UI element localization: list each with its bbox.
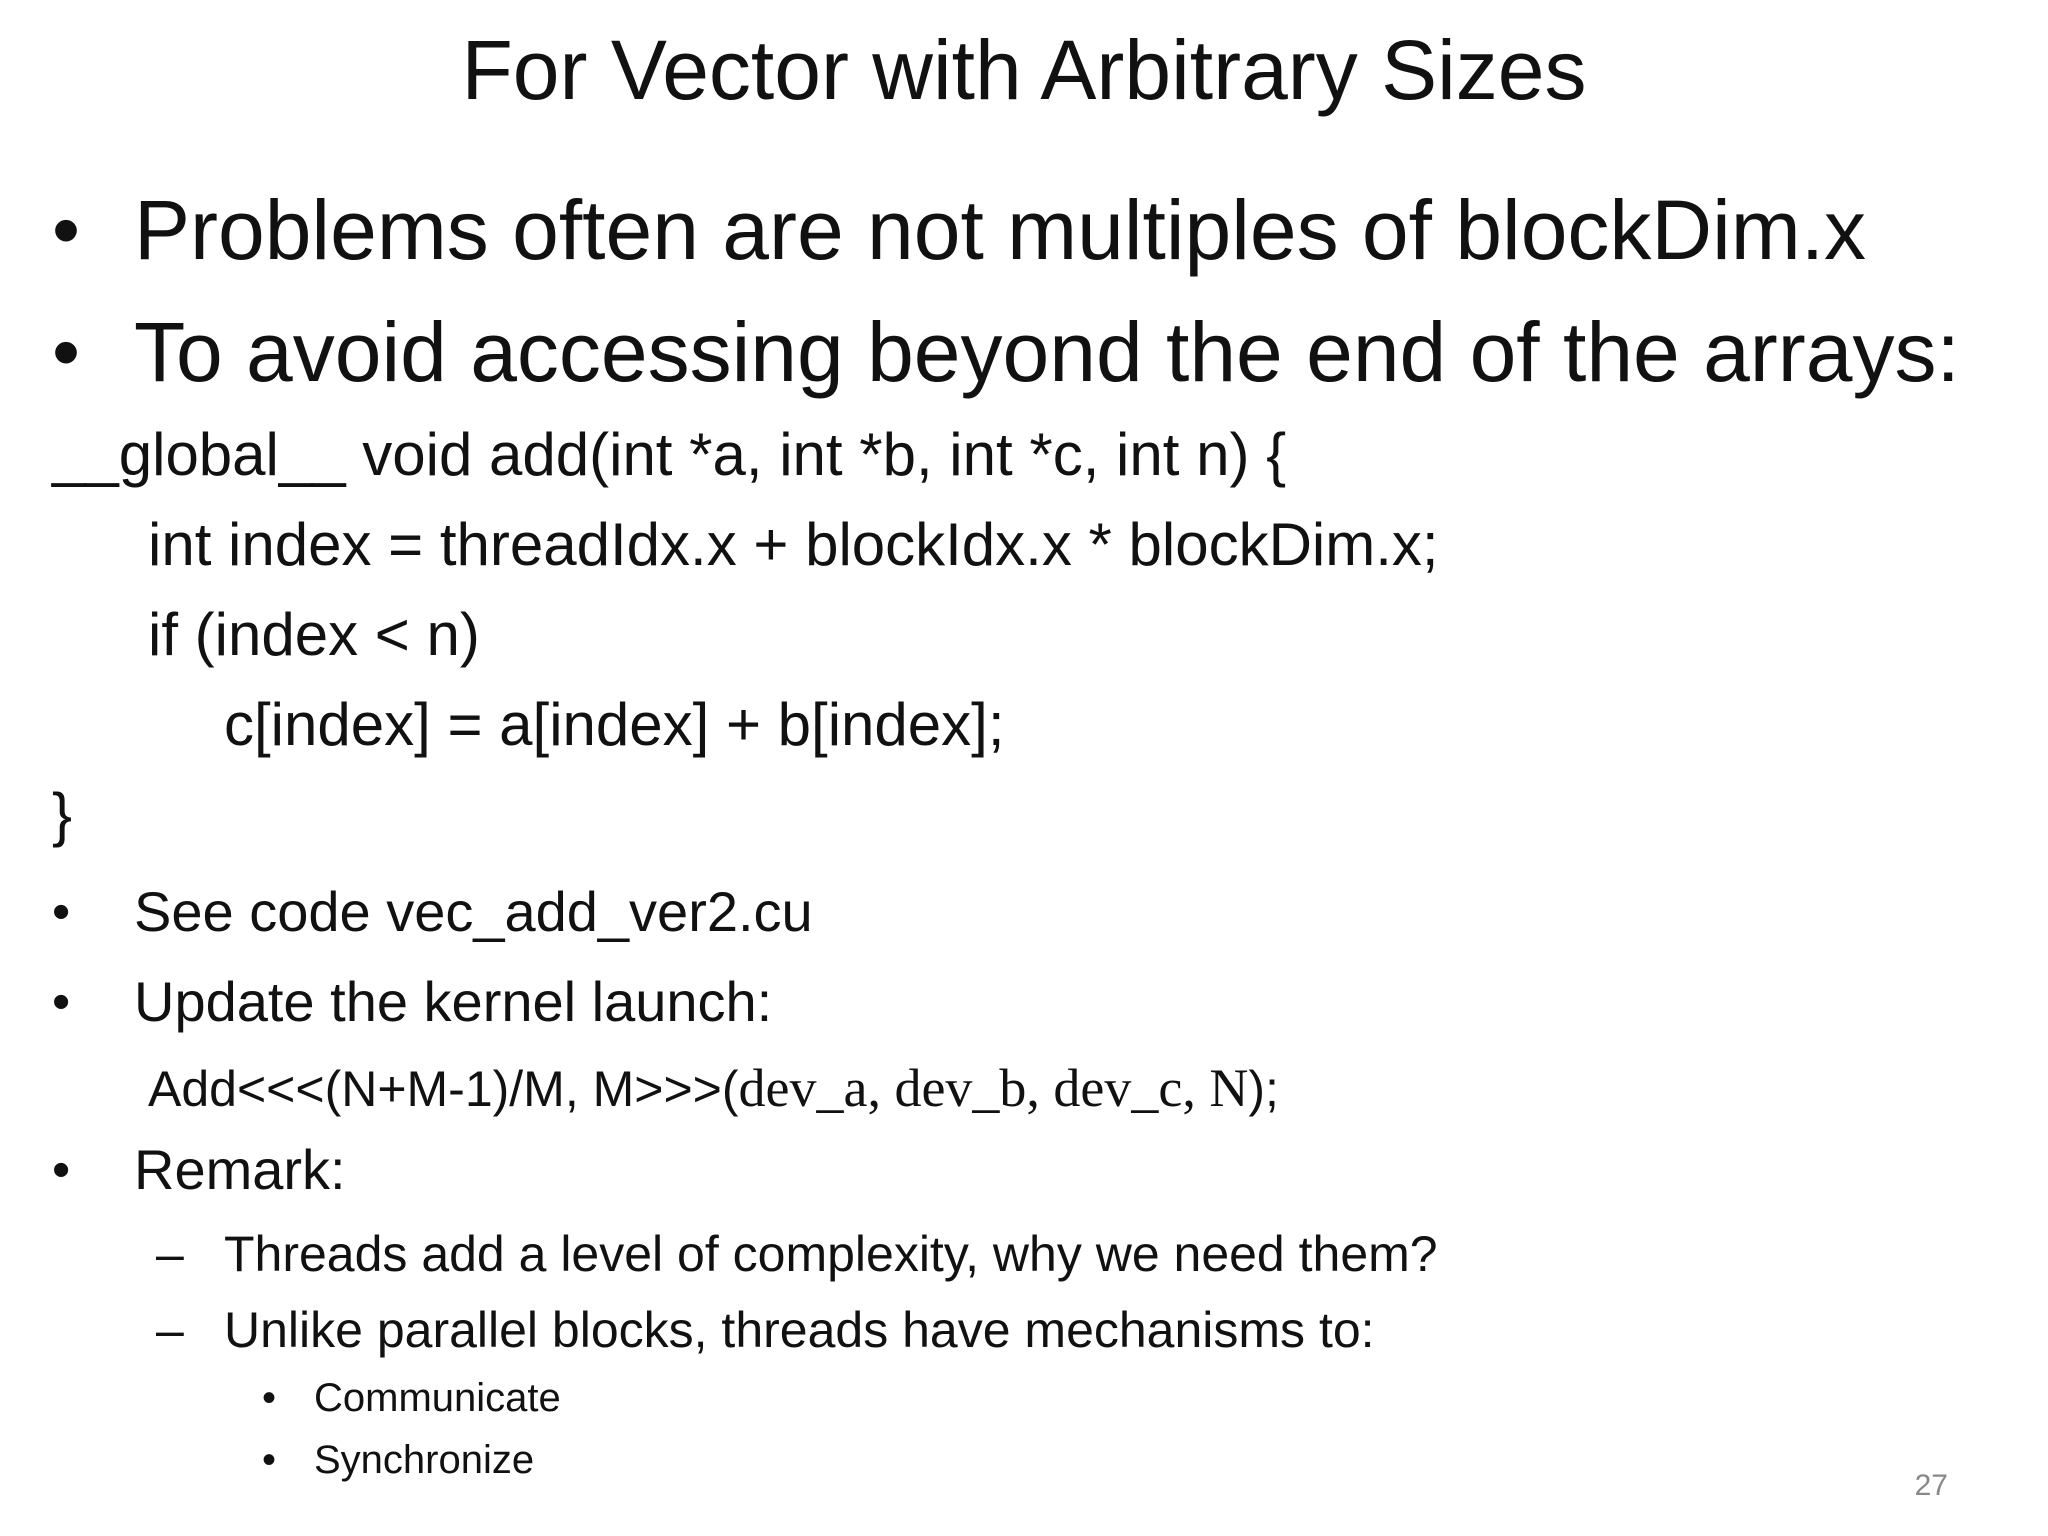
bullet-avoid-text: To avoid accessing beyond the end of the arrays: [134, 305, 1960, 399]
code-line-signature: __global__ void add(int *a, int *b, int *c, int n) { [52, 421, 1287, 488]
bullet-dot: • [52, 973, 71, 1031]
kernel-launch-suffix: ); [1248, 1061, 1279, 1117]
sub-sub-bullet: • [262, 1438, 277, 1482]
kernel-launch-line [148, 1056, 1279, 1121]
sub-item-complexity: Threads add a level of complexity, why we need them? [224, 1226, 1438, 1282]
kernel-launch-args: dev_a, dev_b, dev_c, N [738, 1058, 1249, 1118]
sub-sub-bullet: • [262, 1376, 277, 1420]
code-line-close-brace: } [52, 781, 73, 848]
code-line-if: if (index < n) [148, 601, 480, 668]
sub-sub-item-synchronize: Synchronize [314, 1438, 535, 1482]
bullet-remark-text: Remark: [134, 1138, 346, 1201]
bullet-see-code-text: See code vec_add_ver2.cu [134, 880, 813, 943]
bullet-problems-text: Problems often are not multiples of blockDim.x [134, 183, 1867, 277]
bullet-dot: • [52, 1141, 71, 1199]
slide-title: For Vector with Arbitrary Sizes [461, 23, 1587, 117]
kernel-launch-prefix: Add<<<(N+M-1)/M, M>>>( [148, 1061, 739, 1117]
sub-sub-item-communicate: Communicate [314, 1376, 561, 1420]
code-line-add: c[index] = a[index] + b[index]; [224, 691, 1005, 758]
sub-dash: – [156, 1226, 184, 1282]
page-number: 27 [1914, 1469, 1948, 1502]
sub-item-mechanisms: Unlike parallel blocks, threads have mechanisms to: [224, 1302, 1375, 1358]
bullet-update-launch-text: Update the kernel launch: [134, 970, 773, 1033]
bullet-dot: • [52, 185, 81, 274]
sub-dash: – [156, 1302, 184, 1358]
bullet-dot: • [52, 307, 81, 396]
code-line-index: int index = threadIdx.x + blockIdx.x * blockDim.x; [148, 511, 1439, 578]
bullet-dot: • [52, 883, 71, 941]
